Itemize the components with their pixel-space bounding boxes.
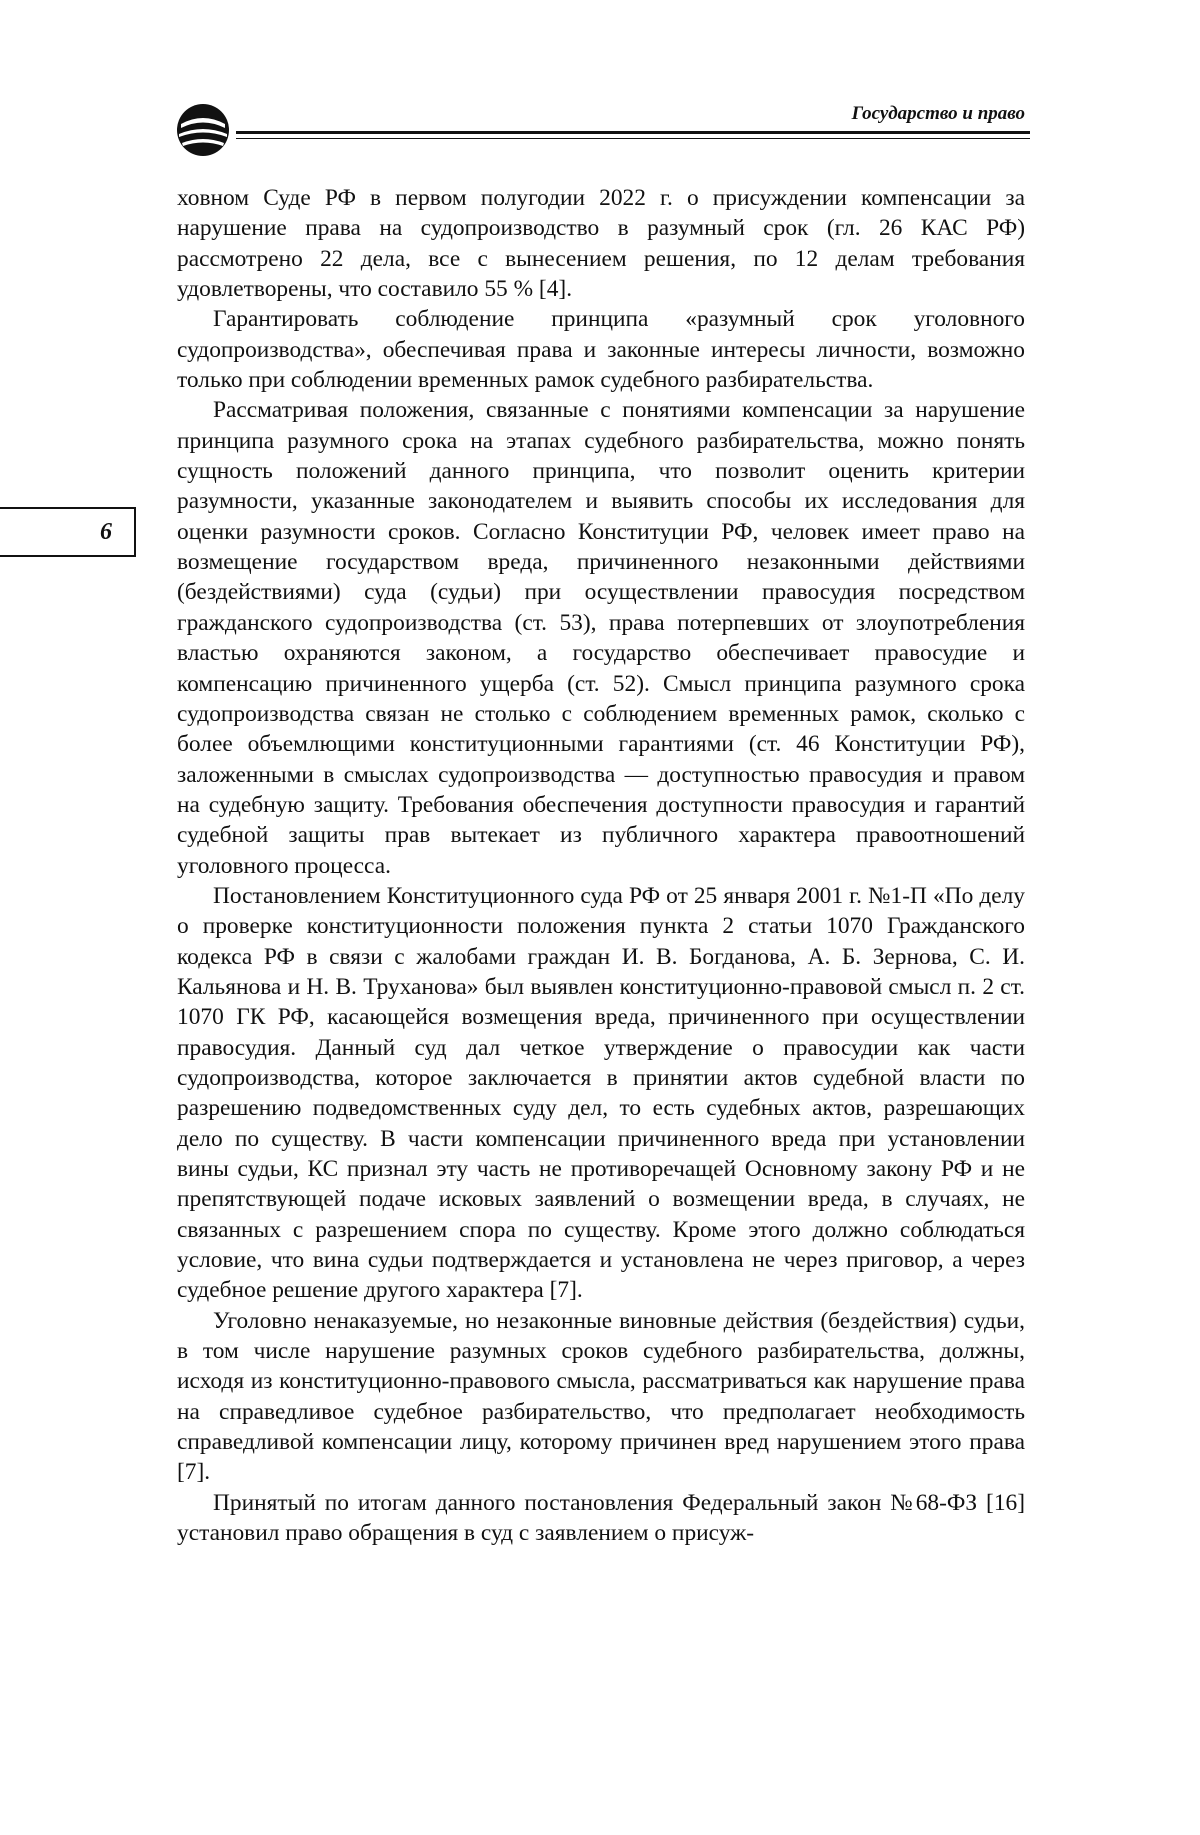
paragraph-4: Постановлением Конституционного суда РФ от 25 января 2001 г. №1-П «По делу о проверке конституционности положения пункта 2 статьи 1070 Гражданского кодекса РФ в связи с жалобами граждан И. В. Богданова, А. Б. Зернова, С. И. Кальянова и Н. В. Труханова» был выявлен конституционно-правовой смысл п. 2 ст. 1070 ГК РФ, касающейся возмещения вреда, причиненного при осуществлении правосудия. Данный суд дал четкое утверждение о правосудии как части судопроизводства, которое заключается в принятии актов судебной власти по разрешению подведомственных суду дел, то есть судебных актов, разрешающих дело по существу. В части компенсации причиненного вреда при установлении вины судьи, КС признал эту часть не противоречащей Основному закону РФ и не препятствующей подаче исковых заявлений о возмещении вреда, в случаях, не связанных с разрешением спора по существу. Кроме этого должно соблюдаться условие, что вина судьи подтверждается и установлена не через приговор, а через судебное решение другого характера [7]. bbox=[177, 882, 1025, 1304]
paragraph-2: Гарантировать соблюдение принципа «разумный срок уголовного судопроизводства», обеспечивая права и законные интересы личности, возможно только при соблюдении временных рамок судебного разбирательства. bbox=[177, 306, 1025, 394]
paragraph-5: Уголовно ненаказуемые, но незаконные виновные действия (бездействия) судьи, в том числе нарушение разумных сроков судебного разбирательства, должны, исходя из конституционно-правового смысла, рассматриваться как нарушение права на справедливое судебное разбирательство, что предполагает необходимость справедливой компенсации лицу, которому причинен вред нарушением этого права [7]. bbox=[177, 1307, 1025, 1486]
header-rule-thin bbox=[236, 138, 1030, 139]
page-number: 6 bbox=[100, 519, 112, 545]
paragraph-3: Рассматривая положения, связанные с понятиями компенсации за нарушение принципа разумного срока на этапах судебного разбирательства, можно понять сущность положений данного принципа, что позволит оценить критерии разумности, указанные законодателем и выявить способы их исследования для оценки разумности сроков. Согласно Конституции РФ, человек имеет право на возмещение государством вреда, причиненного незаконными действиями (бездействиями) суда (судьи) при осуществлении правосудия посредством гражданского судопроизводства (ст. 53), права потерпевших от злоупотребления властью охраняются законом, а государство обеспечивает правосудие и компенсацию причиненного ущерба (ст. 52). Смысл принципа разумного срока судопроизводства связан не столько с соблюдением временных рамок, сколько с более объемлющими конституционными гарантиями (ст. 46 Конституции РФ), заложенными в смыслах судопроизводства — доступностью правосудия и правом на судебную защиту. Требования обеспечения доступности правосудия и гарантий судебной защиты прав вытекает из публичного характера правоотношений уголовного процесса. bbox=[177, 397, 1025, 879]
paragraph-6: Принятый по итогам данного постановления Федеральный закон №68-ФЗ [16] установил право обращения в суд с заявлением о присуж- bbox=[177, 1489, 1025, 1547]
journal-title: Государство и право bbox=[851, 103, 1025, 124]
page-number-tab bbox=[0, 507, 136, 557]
article-body bbox=[177, 183, 1025, 1548]
wave-globe-logo-icon bbox=[175, 102, 231, 158]
paragraph-1: ховном Суде РФ в первом полугодии 2022 г. о присуждении компенсации за нарушение права на судопроизводство в разумный срок (гл. 26 КАС РФ) рассмотрено 22 дела, все с вынесением решения, по 12 делам требования удовлетворены, что составило 55 % [4]. bbox=[177, 185, 1025, 303]
header-rule bbox=[236, 131, 1030, 134]
